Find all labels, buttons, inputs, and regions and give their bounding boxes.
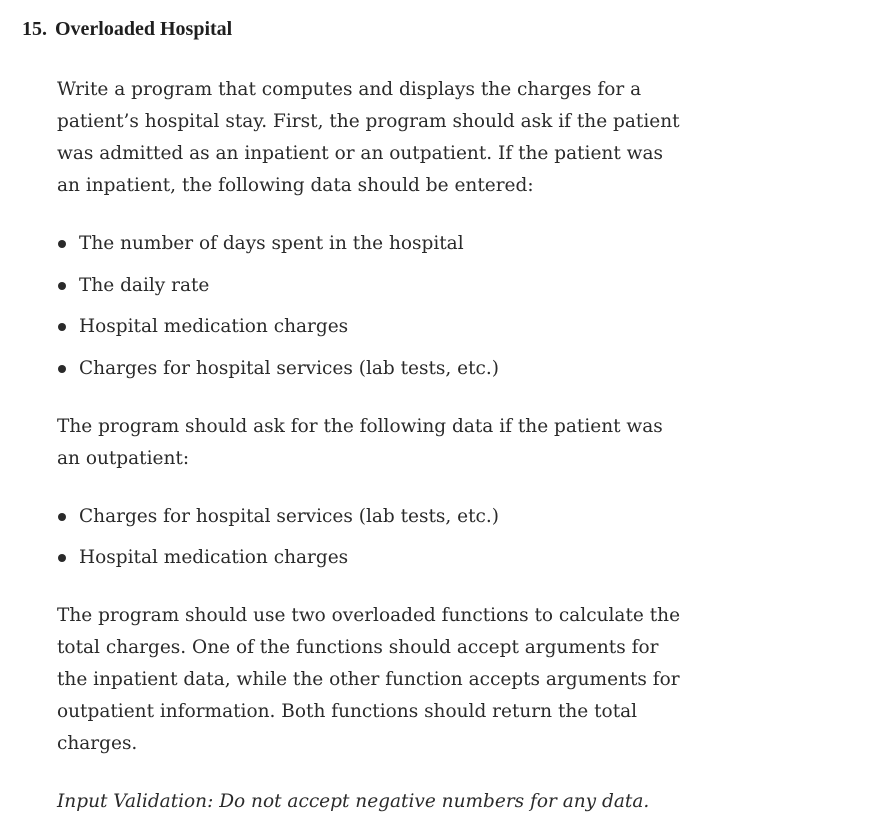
bullet-icon xyxy=(58,365,66,373)
list-item xyxy=(57,228,687,260)
list-item-text: Charges for hospital services (lab tests, etc.) xyxy=(79,357,500,379)
outpatient-intro-paragraph: The program should ask for the following data if the patient was an outpatient: xyxy=(57,415,663,469)
input-validation-note: Input Validation: Do not accept negative numbers for any data. xyxy=(57,791,650,812)
list-item-text: Charges for hospital services (lab tests, etc.) xyxy=(79,505,500,527)
closing-paragraph: The program should use two overloaded functions to calculate the total charges. One of the functions should accept arguments for the inpatient data, while the other function accepts arguments for outpatient information. Both functions should return the total charges. xyxy=(57,605,681,754)
list-item-text: Hospital medication charges xyxy=(79,547,349,568)
list-item xyxy=(57,542,687,574)
exercise-title: Overloaded Hospital xyxy=(55,18,233,40)
list-item xyxy=(57,353,687,385)
bullet-icon xyxy=(58,240,66,248)
exercise-heading xyxy=(22,18,232,41)
bullet-icon xyxy=(58,554,66,562)
exercise-body xyxy=(57,74,687,818)
bullet-icon xyxy=(58,282,66,290)
list-item xyxy=(57,270,687,302)
exercise-number: 15. xyxy=(22,18,47,40)
list-item-text: Hospital medication charges xyxy=(79,316,349,337)
list-item-text: The number of days spent in the hospital xyxy=(79,233,464,254)
inpatient-list xyxy=(57,228,687,385)
bullet-icon xyxy=(58,513,66,521)
list-item-text: The daily rate xyxy=(79,274,210,296)
bullet-icon xyxy=(58,323,66,331)
outpatient-list xyxy=(57,501,687,575)
intro-paragraph: Write a program that computes and displays the charges for a patient’s hospital stay. First, the program should ask if the patient was admitted as an inpatient or an outpatient. If the patient was an inpatient, the following data should be entered: xyxy=(57,79,680,196)
list-item xyxy=(57,501,687,533)
list-item xyxy=(57,311,687,343)
